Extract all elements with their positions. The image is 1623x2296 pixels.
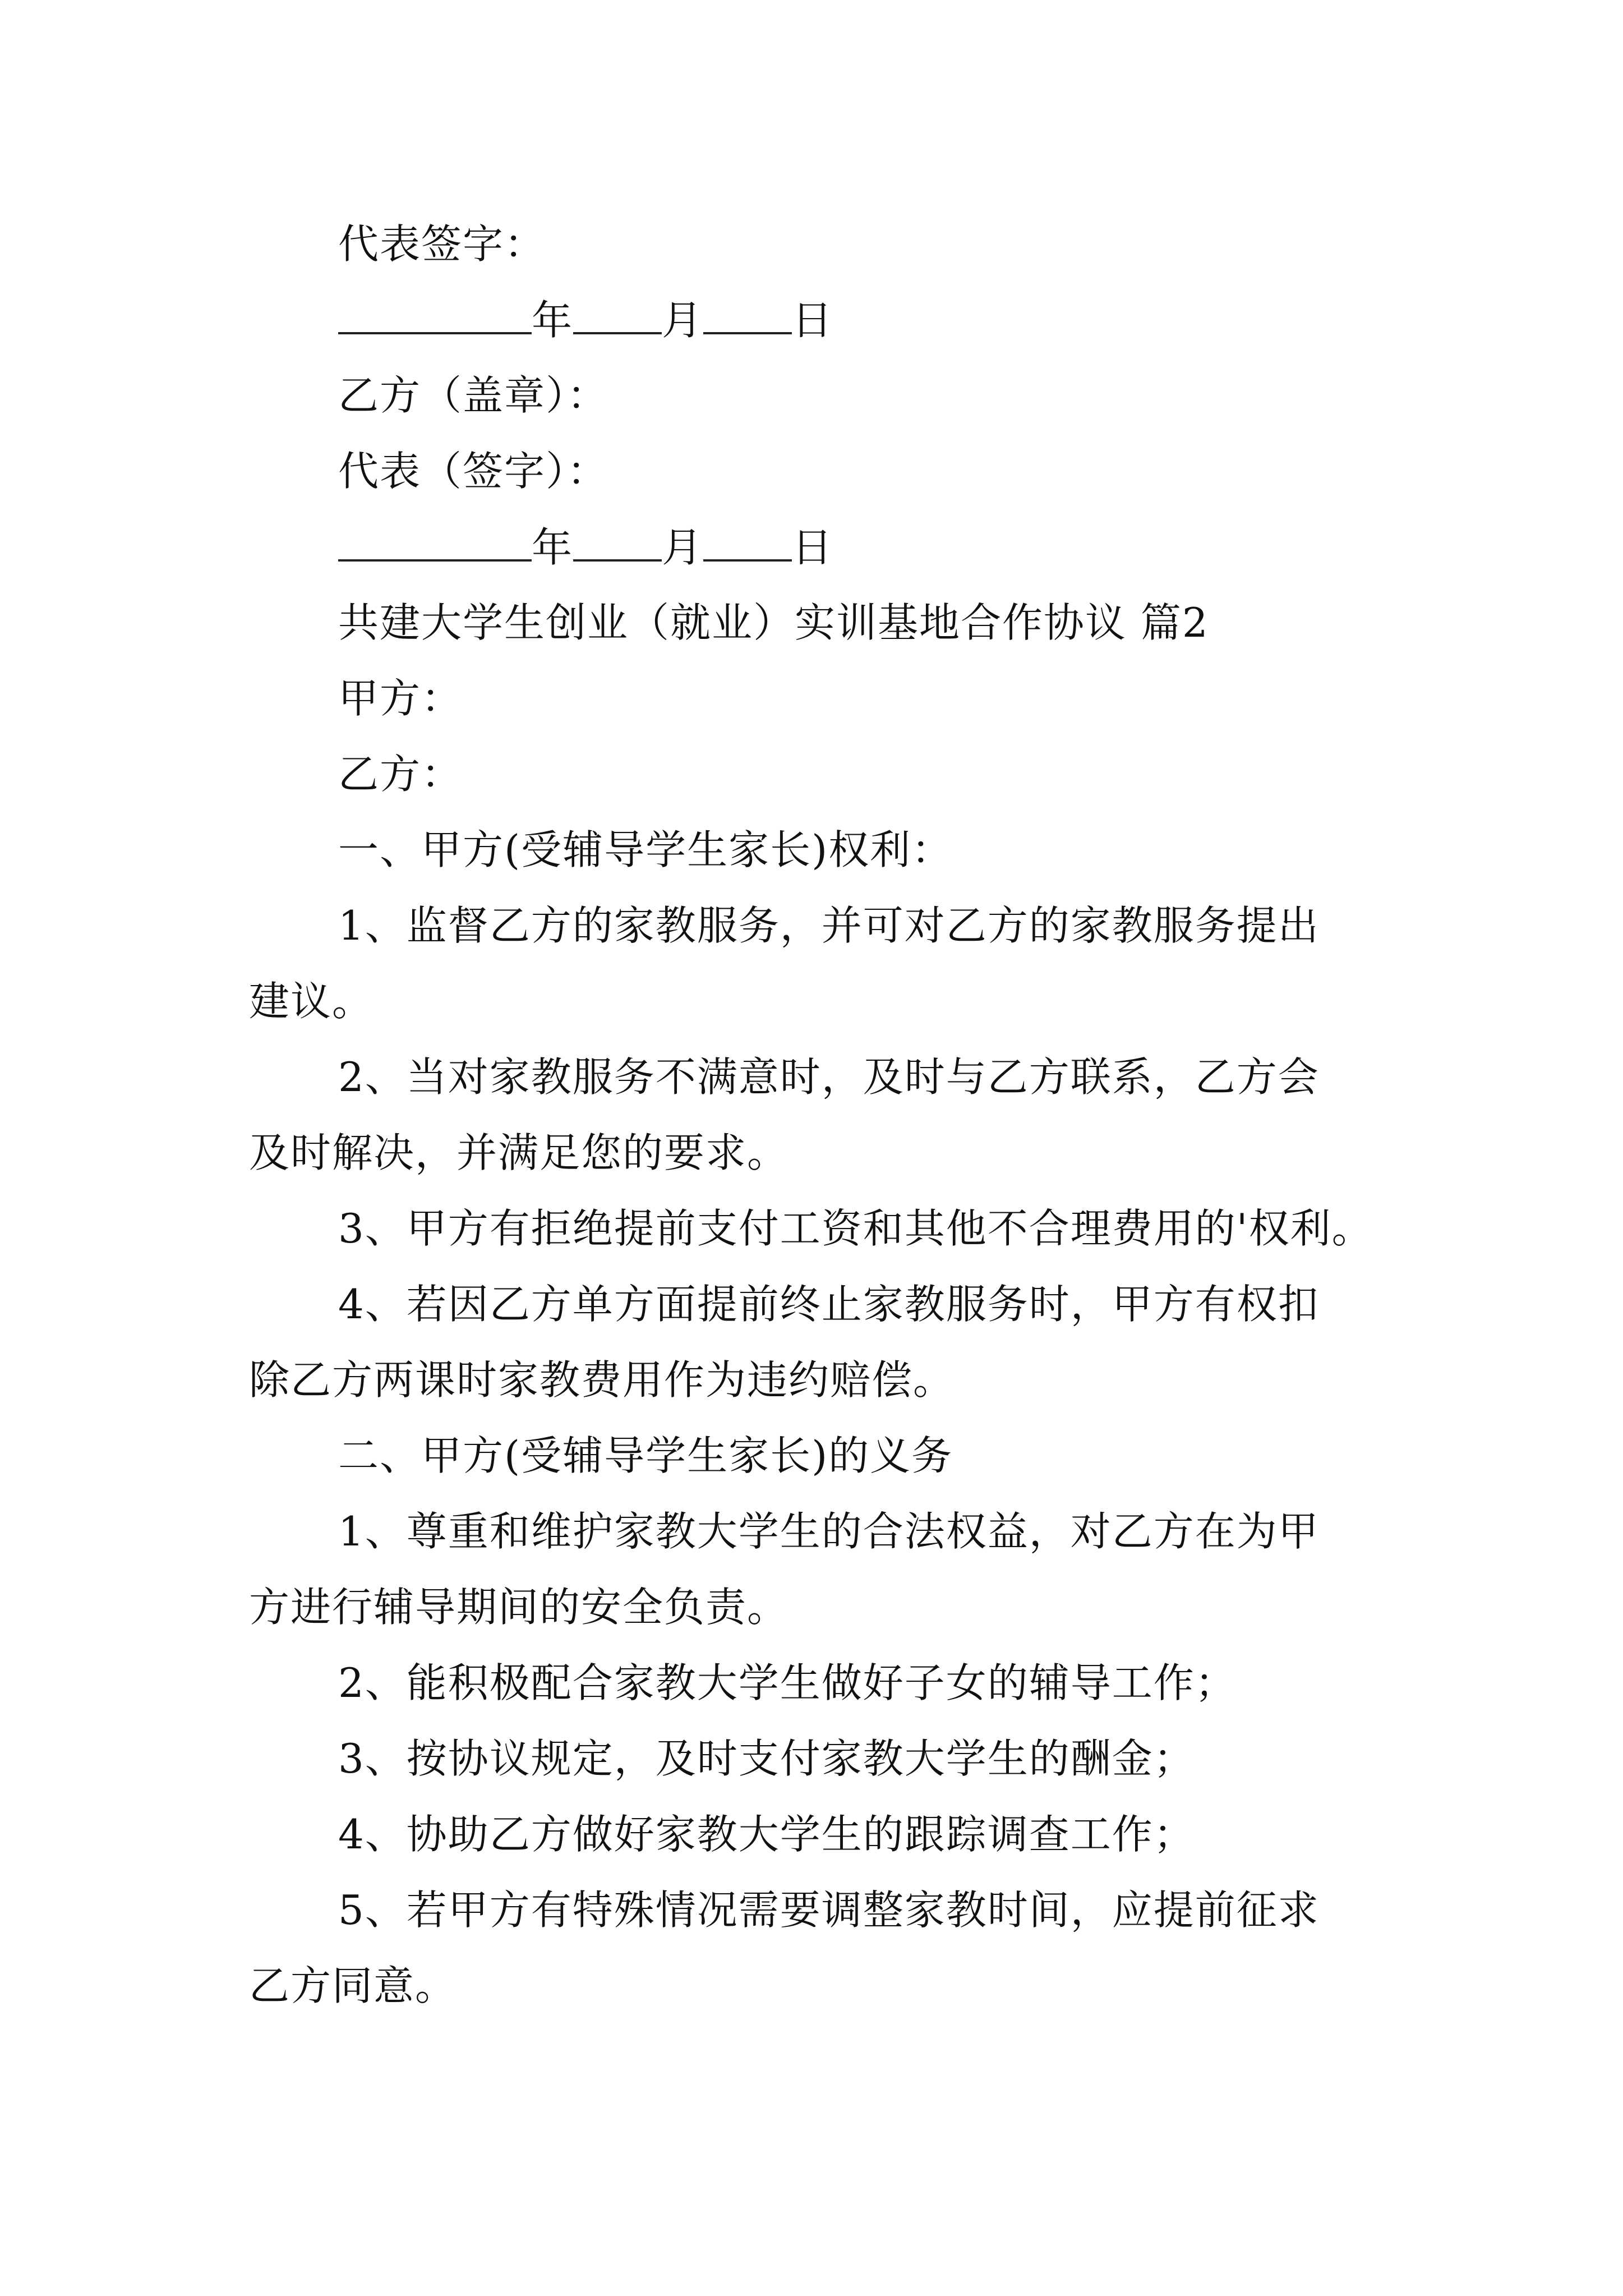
- paragraph-line: 2、当对家教服务不满意时，及时与乙方联系，乙方会: [338, 1053, 1320, 1101]
- representative-signature-label: 代表（签字）：: [338, 448, 609, 495]
- paragraph-line: 4、协助乙方做好家教大学生的跟踪调查工作；: [338, 1811, 1195, 1858]
- paragraph-line: 及时解决，并满足您的要求。: [249, 1129, 789, 1176]
- party-b-seal-label: 乙方（盖章）：: [338, 372, 609, 419]
- day-label: 日: [792, 524, 834, 571]
- paragraph-line: 3、甲方有拒绝提前支付工资和其他不合理费用的'权利。: [338, 1205, 1373, 1252]
- paragraph-line: 方进行辅导期间的安全负责。: [249, 1584, 789, 1631]
- year-label: 年: [532, 524, 574, 571]
- party-a-label: 甲方：: [338, 675, 463, 722]
- month-blank: [573, 519, 662, 562]
- agreement-title: 共建大学生创业（就业）实训基地合作协议 篇2: [338, 599, 1209, 646]
- paragraph-line: 2、能积极配合家教大学生做好子女的辅导工作；: [338, 1659, 1237, 1706]
- year-blank: [338, 519, 532, 562]
- paragraph-line: 1、尊重和维护家教大学生的合法权益，对乙方在为甲: [338, 1508, 1320, 1555]
- month-label: 月: [662, 297, 704, 344]
- day-label: 日: [792, 297, 834, 344]
- paragraph-line: 1、监督乙方的家教服务，并可对乙方的家教服务提出: [338, 902, 1320, 949]
- month-blank: [573, 292, 662, 334]
- date-line: [338, 292, 833, 348]
- year-label: 年: [532, 297, 574, 344]
- representative-signature-label: 代表签字：: [338, 220, 546, 268]
- year-blank: [338, 292, 532, 334]
- paragraph-line: 5、若甲方有特殊情况需要调整家教时间，应提前征求: [338, 1887, 1320, 1934]
- date-line: [338, 519, 833, 576]
- day-blank: [703, 519, 792, 562]
- day-blank: [703, 292, 792, 334]
- paragraph-line: 除乙方两课时家教费用作为违约赔偿。: [249, 1356, 955, 1404]
- paragraph-line: 3、按协议规定，及时支付家教大学生的酬金；: [338, 1735, 1195, 1782]
- paragraph-line: 4、若因乙方单方面提前终止家教服务时，甲方有权扣: [338, 1281, 1320, 1328]
- paragraph-line: 建议。: [249, 978, 374, 1025]
- section-heading: 二、甲方(受辅导学生家长)的义务: [338, 1432, 953, 1479]
- section-heading: 一、甲方(受辅导学生家长)权利：: [338, 826, 953, 873]
- paragraph-line: 乙方同意。: [249, 1962, 457, 2009]
- party-b-label: 乙方：: [338, 751, 463, 798]
- month-label: 月: [662, 524, 704, 571]
